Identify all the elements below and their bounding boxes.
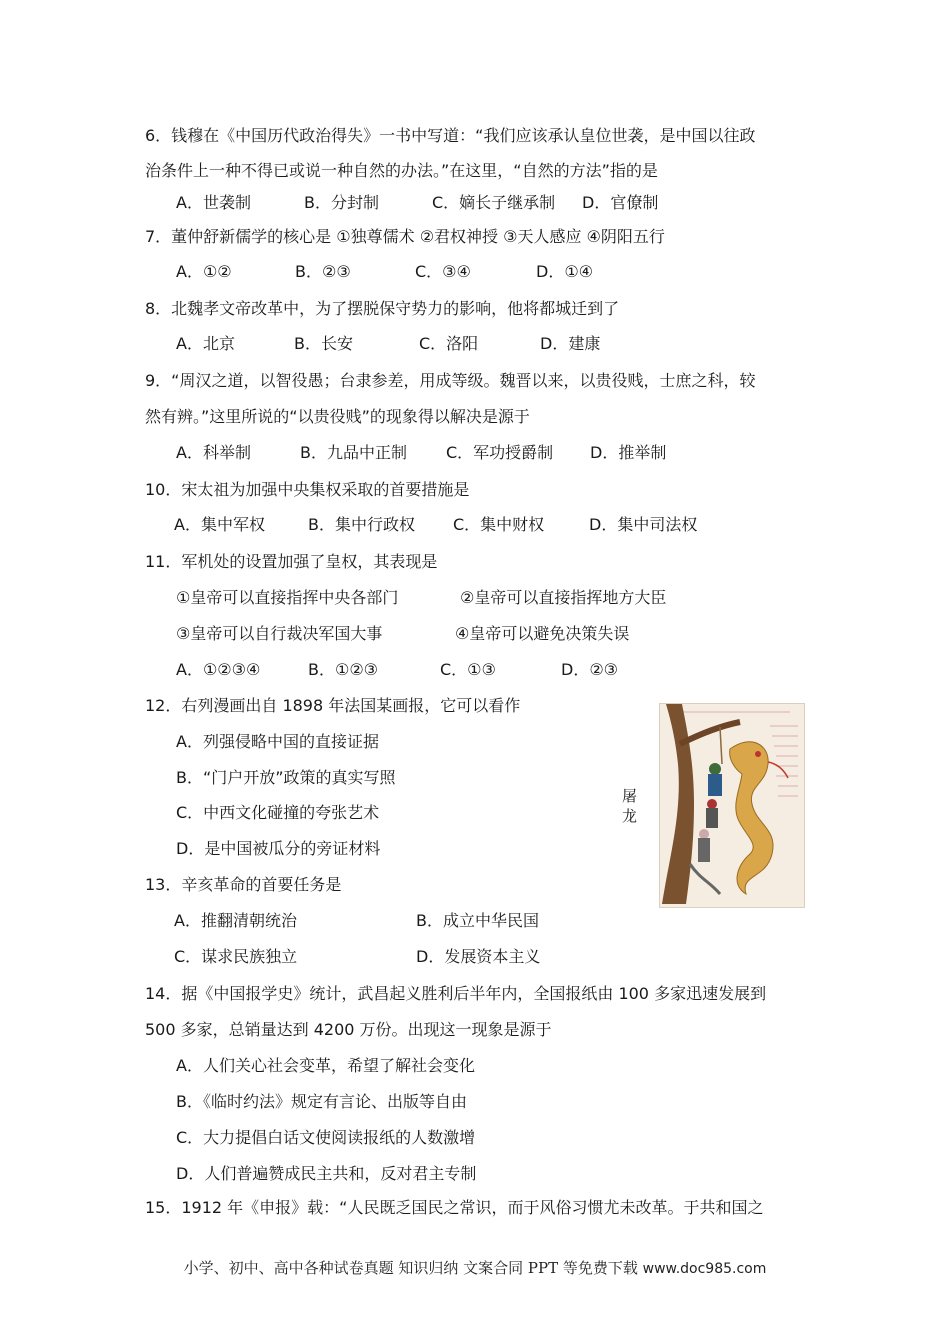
question-15-stem: 15．1912 年《申报》载：“人民既乏国民之常识，而于风俗习惯尤未改革。于共和国之 <box>145 1198 764 1217</box>
q8-option-a: A．北京 <box>176 334 235 353</box>
q11-option-b: B．①②③ <box>308 660 379 679</box>
question-12-stem: 12．右列漫画出自 1898 年法国某画报，它可以看作 <box>145 696 521 715</box>
q11-item-2: ②皇帝可以直接指挥地方大臣 <box>460 588 667 607</box>
q11-item-4: ④皇帝可以避免决策失误 <box>455 624 630 643</box>
q11-option-a: A．①②③④ <box>176 660 261 679</box>
q8-option-c: C．洛阳 <box>419 334 479 353</box>
q14-option-c: C．大力提倡白话文使阅读报纸的人数激增 <box>176 1128 476 1147</box>
q9-option-a: A．科举制 <box>176 443 251 462</box>
q14-option-b: B．《临时约法》规定有言论、出版等自由 <box>176 1092 467 1111</box>
q9-option-b: B．九品中正制 <box>300 443 407 462</box>
q13-option-b: B．成立中华民国 <box>416 911 539 930</box>
q10-option-d: D．集中司法权 <box>589 515 698 534</box>
q9-option-c: C．军功授爵制 <box>446 443 554 462</box>
q10-option-b: B．集中行政权 <box>308 515 415 534</box>
cartoon-illustration <box>660 704 804 907</box>
question-6-stem-cont: 治条件上一种不得已或说一种自然的办法。”在这里，“自然的方法”指的是 <box>145 161 658 180</box>
question-11-stem: 11．军机处的设置加强了皇权，其表现是 <box>145 552 438 571</box>
q12-option-b: B．“门户开放”政策的真实写照 <box>176 768 396 787</box>
question-13-stem: 13．辛亥革命的首要任务是 <box>145 875 342 894</box>
question-14-stem: 14．据《中国报学史》统计，武昌起义胜利后半年内，全国报纸由 100 多家迅速发展到 <box>145 984 767 1003</box>
question-9-stem: 9．“周汉之道，以智役愚；台隶参差，用成等级。魏晋以来，以贵役贱，士庶之科，较 <box>145 371 756 390</box>
q13-option-a: A．推翻清朝统治 <box>174 911 297 930</box>
q14-option-d: D．人们普遍赞成民主共和，反对君主专制 <box>176 1164 477 1183</box>
q13-option-d: D．发展资本主义 <box>416 947 541 966</box>
q8-option-b: B．长安 <box>294 334 353 353</box>
question-9-stem-cont: 然有辨。”这里所说的“以贵役贱”的现象得以解决是源于 <box>145 407 530 426</box>
footer-text: 小学、初中、高中各种试卷真题 知识归纳 文案合同 PPT 等免费下载 <box>183 1259 643 1277</box>
footer-url-link[interactable]: www.doc985.com <box>642 1261 767 1277</box>
q11-item-3: ③皇帝可以自行裁决军国大事 <box>176 624 383 643</box>
q6-option-d: D．官僚制 <box>582 193 659 212</box>
page-footer <box>0 1257 950 1278</box>
question-6-stem: 6．钱穆在《中国历代政治得失》一书中写道：“我们应该承认皇位世袭，是中国以往政 <box>145 126 756 145</box>
question-8-stem: 8．北魏孝文帝改革中，为了摆脱保守势力的影响，他将都城迁到了 <box>145 299 620 318</box>
question-7-stem: 7．董仲舒新儒学的核心是 ①独尊儒术 ②君权神授 ③天人感应 ④阴阳五行 <box>145 227 665 246</box>
q11-item-1: ①皇帝可以直接指挥中央各部门 <box>176 588 399 607</box>
cartoon-dragon-slaying-image <box>659 703 805 908</box>
q12-option-c: C．中西文化碰撞的夸张艺术 <box>176 803 380 822</box>
q8-option-d: D．建康 <box>540 334 601 353</box>
q9-option-d: D．推举制 <box>590 443 667 462</box>
q6-option-b: B．分封制 <box>304 193 379 212</box>
q12-option-a: A．列强侵略中国的直接证据 <box>176 732 379 751</box>
q7-option-b: B．②③ <box>295 262 351 281</box>
q6-option-c: C．嫡长子继承制 <box>432 193 556 212</box>
q14-option-a: A．人们关心社会变革，希望了解社会变化 <box>176 1056 475 1075</box>
q6-option-a: A．世袭制 <box>176 193 251 212</box>
q7-option-c: C．③④ <box>415 262 471 281</box>
q12-option-d: D．是中国被瓜分的旁证材料 <box>176 839 381 858</box>
q10-option-a: A．集中军权 <box>174 515 265 534</box>
q10-option-c: C．集中财权 <box>453 515 545 534</box>
q7-option-d: D．①④ <box>536 262 594 281</box>
cartoon-caption: 屠龙 <box>622 787 638 825</box>
q11-option-c: C．①③ <box>440 660 496 679</box>
q11-option-d: D．②③ <box>561 660 619 679</box>
question-10-stem: 10．宋太祖为加强中央集权采取的首要措施是 <box>145 480 470 499</box>
q13-option-c: C．谋求民族独立 <box>174 947 298 966</box>
question-14-stem-cont: 500 多家，总销量达到 4200 万份。出现这一现象是源于 <box>145 1020 552 1039</box>
q7-option-a: A．①② <box>176 262 232 281</box>
